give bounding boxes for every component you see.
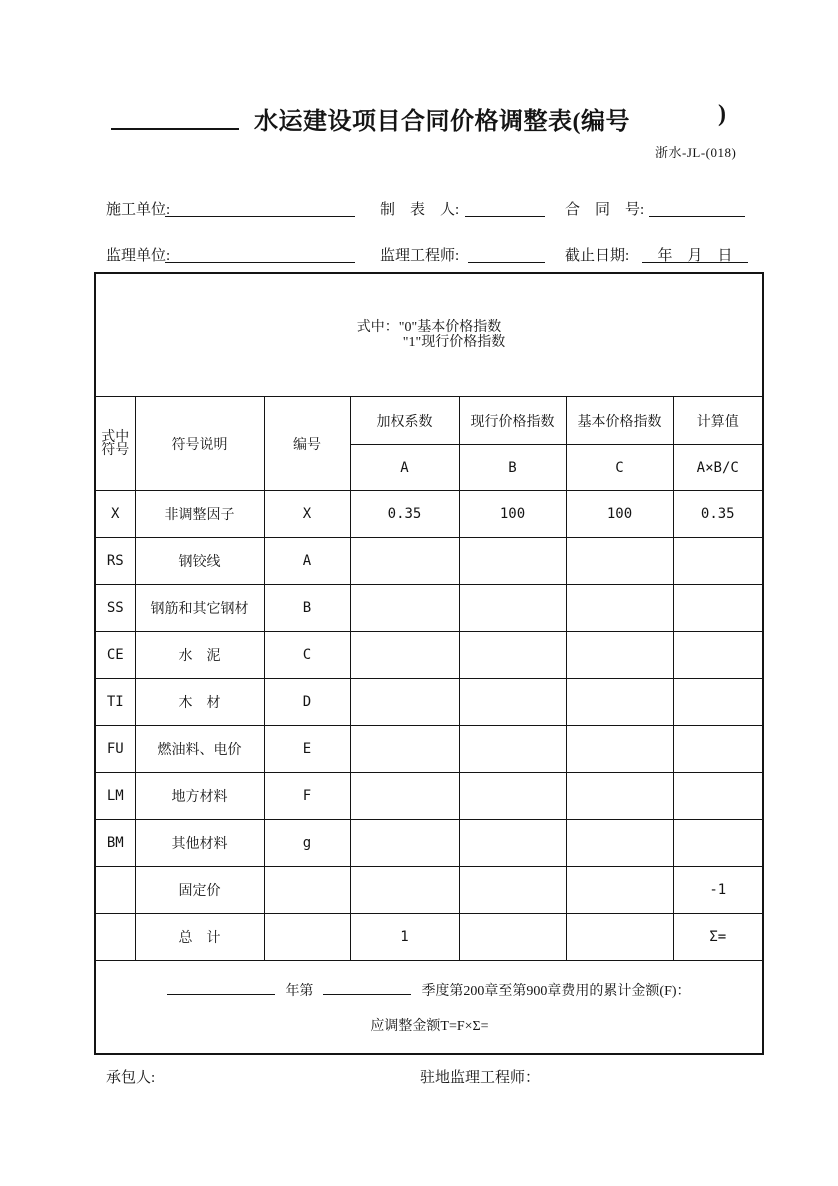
header-sub-calc: A×B/C	[673, 445, 763, 491]
resident-engineer-label: 驻地监理工程师：	[420, 1070, 541, 1086]
cell-b	[459, 585, 566, 632]
cell-a	[350, 726, 459, 773]
cell-symbol	[95, 914, 135, 961]
cell-desc: 木 材	[135, 679, 264, 726]
supervisor-engineer-label: 监理工程师:	[380, 248, 460, 264]
cell-a	[350, 820, 459, 867]
preparer-label: 制 表 人:	[380, 202, 460, 218]
adjust-amount-formula: 应调整金额T=F×Σ=	[370, 1019, 489, 1034]
year-blank-line	[167, 979, 275, 995]
formula-box	[95, 273, 763, 397]
header-desc: 符号说明	[135, 397, 264, 491]
formula-note-line1: 式中："0"基本价格指数	[356, 320, 502, 335]
header-symbol: 式中 符号	[95, 397, 135, 491]
cell-calc	[673, 538, 763, 585]
cell-desc: 非调整因子	[135, 491, 264, 538]
cell-calc: -1	[673, 867, 763, 914]
cell-desc: 总 计	[135, 914, 264, 961]
header-sub-c: C	[566, 445, 673, 491]
cell-desc: 钢铰线	[135, 538, 264, 585]
deadline-label: 截止日期:	[565, 248, 630, 264]
cell-b	[459, 538, 566, 585]
cumulative-amount-line	[96, 979, 762, 1000]
cell-code: A	[264, 538, 350, 585]
header-sub-b: B	[459, 445, 566, 491]
cell-b	[459, 867, 566, 914]
cell-c	[566, 585, 673, 632]
supervisor-unit-label: 监理单位:	[106, 248, 171, 264]
cell-a	[350, 632, 459, 679]
cell-code: E	[264, 726, 350, 773]
contract-no-label: 合 同 号:	[565, 202, 645, 218]
cell-c	[566, 867, 673, 914]
cell-calc: 0.35	[673, 491, 763, 538]
cell-symbol: TI	[95, 679, 135, 726]
cell-c	[566, 820, 673, 867]
title-blank-line	[111, 104, 239, 130]
header-sub-a: A	[350, 445, 459, 491]
builder-unit-blank	[165, 198, 355, 217]
cell-desc: 固定价	[135, 867, 264, 914]
formula-note-line2: "1"现行价格指数	[402, 335, 506, 350]
deadline-date-blank: 年 月 日	[642, 244, 748, 263]
cell-code: C	[264, 632, 350, 679]
cell-code: g	[264, 820, 350, 867]
cell-c	[566, 538, 673, 585]
cell-code	[264, 914, 350, 961]
cell-calc	[673, 679, 763, 726]
header-weight: 加权系数	[350, 397, 459, 445]
cell-symbol: BM	[95, 820, 135, 867]
table-row	[95, 538, 763, 585]
cell-b	[459, 820, 566, 867]
cell-c	[566, 726, 673, 773]
cell-a: 0.35	[350, 491, 459, 538]
cell-b	[459, 679, 566, 726]
table-row-fixed-price	[95, 867, 763, 914]
table-row	[95, 726, 763, 773]
cell-b: 100	[459, 491, 566, 538]
cell-symbol: CE	[95, 632, 135, 679]
cell-calc	[673, 820, 763, 867]
cell-calc	[673, 773, 763, 820]
header-current-index: 现行价格指数	[459, 397, 566, 445]
cell-symbol	[95, 867, 135, 914]
cell-b	[459, 773, 566, 820]
cell-a	[350, 679, 459, 726]
summary-box	[95, 961, 763, 1055]
cell-symbol: SS	[95, 585, 135, 632]
table-row	[95, 632, 763, 679]
cell-c	[566, 679, 673, 726]
header-calc: 计算值	[673, 397, 763, 445]
cell-c	[566, 914, 673, 961]
cell-code: D	[264, 679, 350, 726]
quarter-label: 年第	[285, 984, 314, 999]
supervisor-unit-blank	[165, 244, 355, 263]
cell-a	[350, 773, 459, 820]
table-row	[95, 820, 763, 867]
cell-b	[459, 726, 566, 773]
cell-b	[459, 632, 566, 679]
cell-code: B	[264, 585, 350, 632]
cell-symbol: LM	[95, 773, 135, 820]
cell-a	[350, 585, 459, 632]
page-title: 水运建设项目合同价格调整表(编号	[254, 109, 630, 135]
cell-calc	[673, 632, 763, 679]
cell-b	[459, 914, 566, 961]
cell-calc	[673, 585, 763, 632]
form-number: 浙水-JL-(018)	[655, 145, 737, 160]
table-row	[95, 491, 763, 538]
cell-code	[264, 867, 350, 914]
cell-desc: 其他材料	[135, 820, 264, 867]
cell-desc: 钢筋和其它钢材	[135, 585, 264, 632]
cell-symbol: RS	[95, 538, 135, 585]
cell-c	[566, 773, 673, 820]
builder-unit-label: 施工单位:	[106, 202, 171, 218]
cell-a: 1	[350, 914, 459, 961]
preparer-blank	[465, 198, 545, 217]
cell-symbol: X	[95, 491, 135, 538]
cell-symbol: FU	[95, 726, 135, 773]
table-row-total	[95, 914, 763, 961]
cell-a	[350, 538, 459, 585]
contract-no-blank	[649, 198, 745, 217]
cell-desc: 地方材料	[135, 773, 264, 820]
amount-label: 季度第200章至第900章费用的累计金额(F)：	[421, 984, 691, 999]
header-base-index: 基本价格指数	[566, 397, 673, 445]
cell-c: 100	[566, 491, 673, 538]
quarter-blank-line	[323, 979, 411, 995]
price-adjustment-table	[94, 272, 764, 1055]
cell-code: X	[264, 491, 350, 538]
cell-calc	[673, 726, 763, 773]
cell-a	[350, 867, 459, 914]
cell-desc: 水 泥	[135, 632, 264, 679]
cell-calc-sigma: Σ=	[673, 914, 763, 961]
table-row	[95, 585, 763, 632]
cell-desc: 燃油料、电价	[135, 726, 264, 773]
cell-c	[566, 632, 673, 679]
contractor-label: 承包人:	[106, 1070, 156, 1086]
title-close-paren: )	[718, 101, 726, 127]
cell-code: F	[264, 773, 350, 820]
table-row	[95, 679, 763, 726]
table-row	[95, 773, 763, 820]
supervisor-engineer-blank	[468, 244, 545, 263]
header-code: 编号	[264, 397, 350, 491]
